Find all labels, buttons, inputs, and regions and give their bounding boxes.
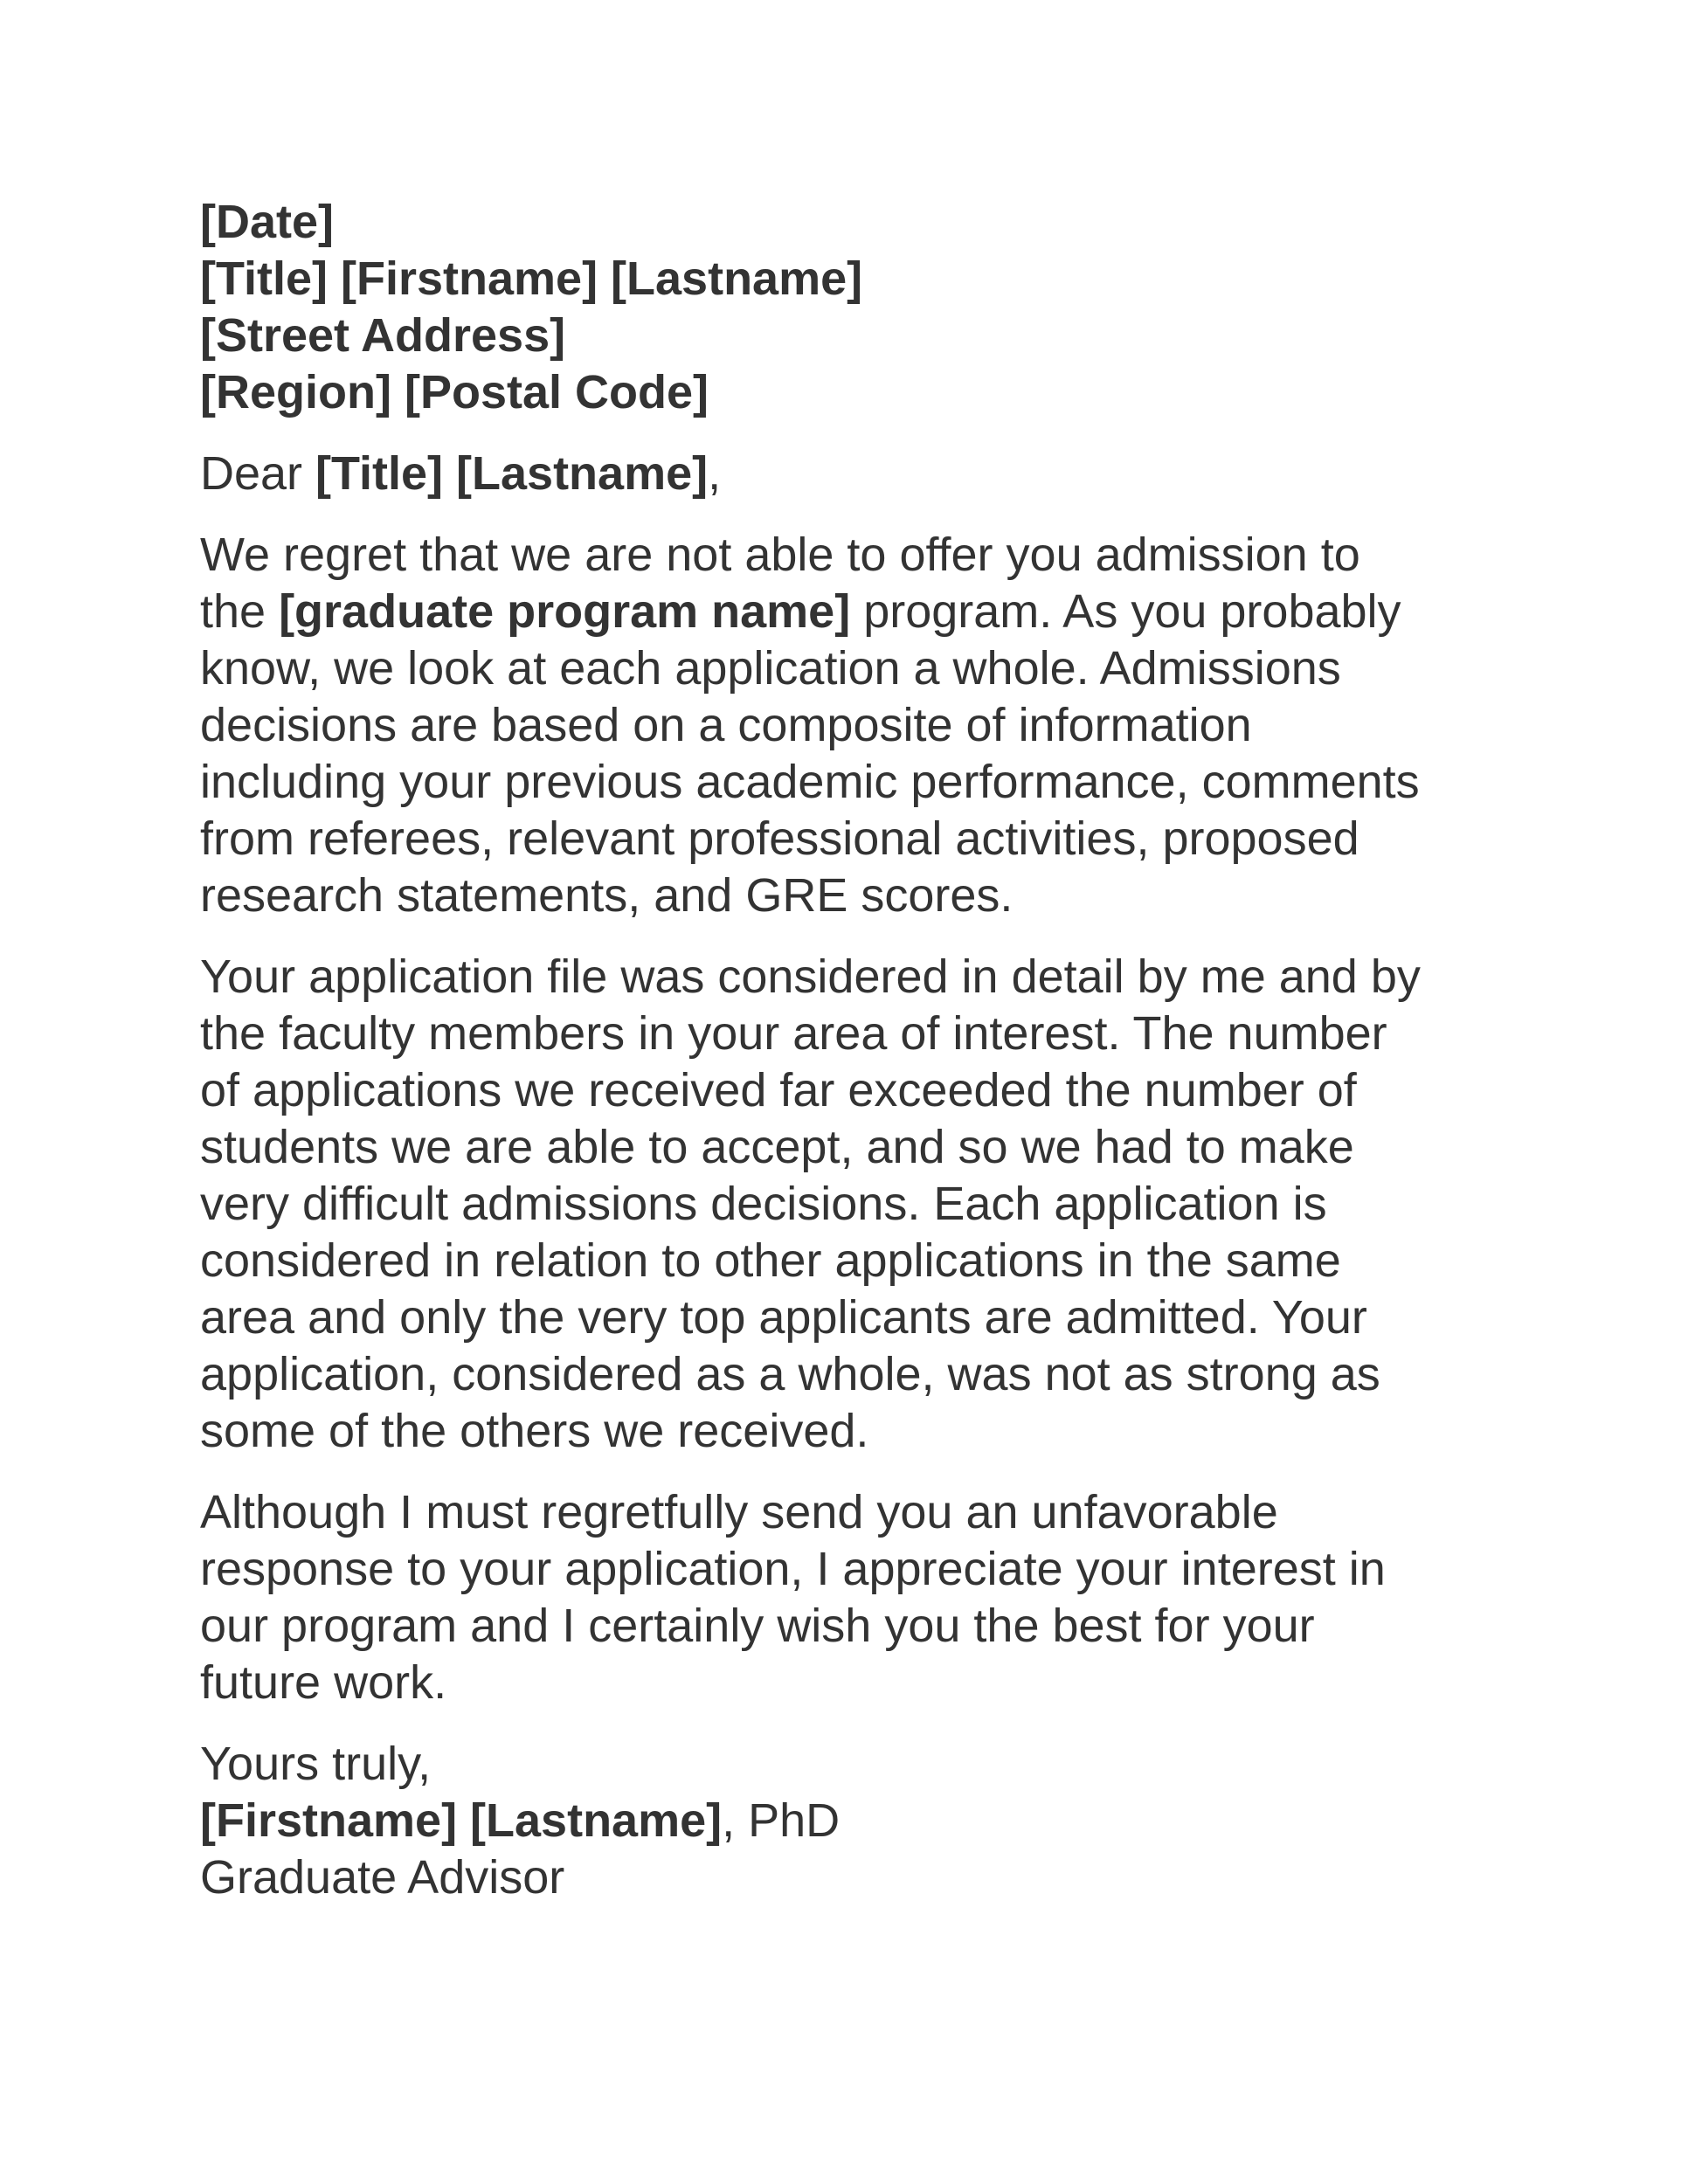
letter-line: [200, 1793, 1528, 1849]
placeholder-field: [graduate program name]: [279, 585, 851, 638]
placeholder-field: [Title] [Lastname]: [315, 447, 709, 500]
recipient-address-block: [200, 194, 1528, 421]
letter-text: Graduate Advisor: [200, 1851, 565, 1904]
letter-text: We regret that we are not able to offer you admission to: [200, 529, 1360, 581]
letter-text: Although I must regretfully send you an unfavorable: [200, 1486, 1278, 1538]
letter-line: [200, 1006, 1528, 1062]
letter-text: of applications we received far exceeded the number of: [200, 1064, 1357, 1116]
letter-line: [200, 584, 1528, 640]
letter-text: very difficult admissions decisions. Each application is: [200, 1178, 1327, 1230]
letter-text: decisions are based on a composite of information: [200, 699, 1252, 751]
placeholder-field: [Date]: [200, 196, 335, 248]
letter-text: considered in relation to other applications in the same: [200, 1234, 1341, 1287]
letter-line: [200, 640, 1528, 697]
letter-text: application, considered as a whole, was not as strong as: [200, 1348, 1380, 1400]
letter-line: [200, 194, 1528, 251]
letter-line: [200, 811, 1528, 867]
placeholder-field: [Title] [Firstname] [Lastname]: [200, 252, 863, 305]
letter-text: response to your application, I appreciate your interest in: [200, 1543, 1386, 1595]
letter-line: [200, 1119, 1528, 1176]
letter-line: [200, 867, 1528, 924]
letter-text: program. As you probably: [850, 585, 1401, 638]
paragraph-application-review: [200, 949, 1528, 1460]
letter-text: some of the others we received.: [200, 1405, 869, 1457]
paragraph-regret-best-wishes: [200, 1484, 1528, 1711]
letter-line: [200, 251, 1528, 308]
letter-text: area and only the very top applicants are admitted. Your: [200, 1291, 1367, 1344]
letter-line: [200, 308, 1528, 364]
letter-line: [200, 1346, 1528, 1403]
placeholder-field: [Firstname] [Lastname]: [200, 1794, 723, 1847]
letter-line: [200, 364, 1528, 421]
letter-line: [200, 1849, 1528, 1906]
letter-text: , PhD: [722, 1794, 841, 1847]
salutation-line: [200, 446, 1528, 502]
letter-text: the: [200, 585, 280, 638]
letter-text: the faculty members in your area of interest. The number: [200, 1007, 1387, 1060]
closing-signature-block: [200, 1736, 1528, 1906]
letter-line: [200, 1598, 1528, 1655]
letter-line: [200, 754, 1528, 811]
letter-line: [200, 1541, 1528, 1598]
letter-line: [200, 1484, 1528, 1541]
letter-text: from referees, relevant professional activities, proposed: [200, 812, 1359, 865]
placeholder-field: [Region] [Postal Code]: [200, 366, 709, 418]
letter-line: [200, 446, 1528, 502]
letter-text: know, we look at each application a whole. Admissions: [200, 642, 1341, 695]
letter-text: Dear: [200, 447, 316, 500]
letter-text: Yours truly,: [200, 1738, 432, 1790]
letter-text: Your application file was considered in detail by me and by: [200, 950, 1421, 1003]
letter-text: including your previous academic performance, comments: [200, 756, 1420, 808]
letter-line: [200, 697, 1528, 754]
letter-line: [200, 949, 1528, 1006]
letter-text: our program and I certainly wish you the best for your: [200, 1600, 1315, 1652]
letter-text: ,: [708, 447, 722, 500]
letter-line: [200, 1655, 1528, 1711]
letter-text: students we are able to accept, and so we had to make: [200, 1121, 1354, 1173]
letter-text: research statements, and GRE scores.: [200, 869, 1013, 922]
letter-line: [200, 1736, 1528, 1793]
letter-text: future work.: [200, 1656, 447, 1709]
letter-line: [200, 1176, 1528, 1233]
placeholder-field: [Street Address]: [200, 309, 566, 362]
letter-line: [200, 1289, 1528, 1346]
letter-line: [200, 1062, 1528, 1119]
letter-line: [200, 1233, 1528, 1289]
letter-line: [200, 1403, 1528, 1460]
letter-line: [200, 527, 1528, 584]
letter-body: [200, 194, 1528, 1906]
paragraph-admission-decision: [200, 527, 1528, 924]
